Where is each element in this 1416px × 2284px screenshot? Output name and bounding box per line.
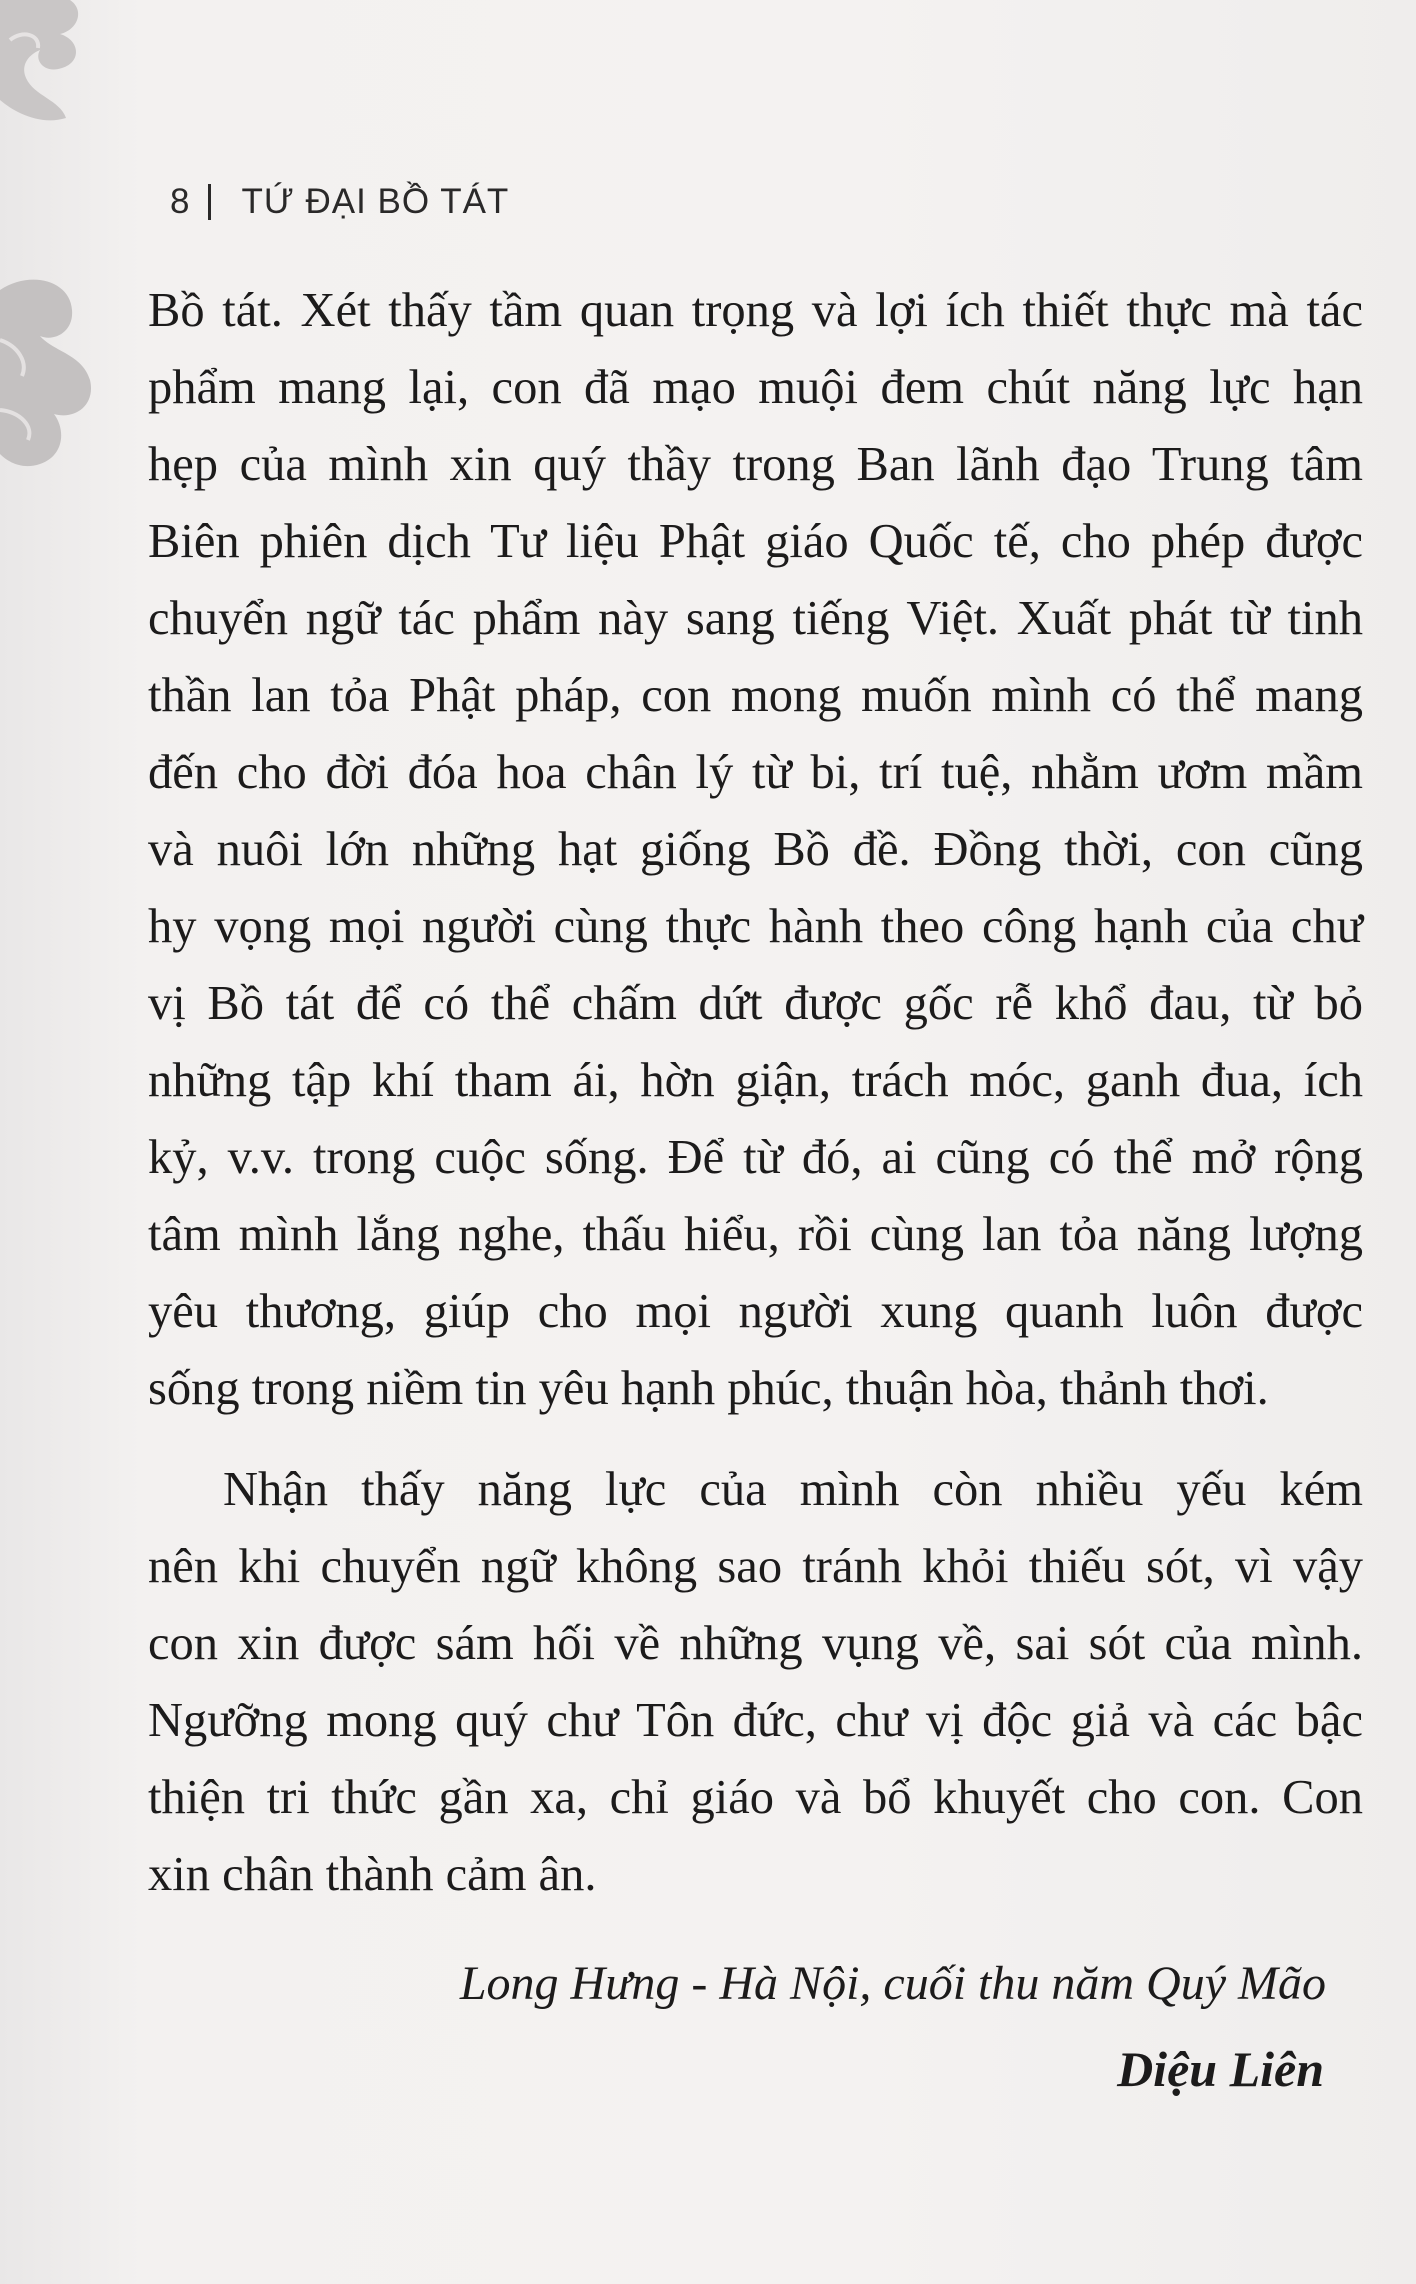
text-line: Biên phiên dịch Tư liệu Phật giáo Quốc tế, cho phép được — [148, 515, 1363, 568]
text-line: Ngưỡng mong quý chư Tôn đức, chư vị độc giả và các bậc — [148, 1694, 1363, 1747]
text-line: con xin được sám hối về những vụng về, sai sót của mình. — [148, 1617, 1363, 1670]
page-number: 8 — [170, 182, 191, 221]
signature: Diệu Liên — [1117, 2041, 1324, 2097]
text-line: hẹp của mình xin quý thầy trong Ban lãnh đạo Trung tâm — [148, 438, 1363, 491]
running-header — [170, 172, 509, 232]
text-line: đến cho đời đóa hoa chân lý từ bi, trí tuệ, nhằm ươm mầm — [148, 746, 1363, 799]
body-text — [148, 272, 1363, 1913]
dateline: Long Hưng - Hà Nội, cuối thu năm Quý Mão — [459, 1957, 1326, 2010]
book-title: TỨ ĐẠI BỒ TÁT — [241, 182, 510, 221]
text-line: tâm mình lắng nghe, thấu hiểu, rồi cùng lan tỏa năng lượng — [148, 1208, 1363, 1261]
text-line: kỷ, v.v. trong cuộc sống. Để từ đó, ai cũng có thể mở rộng — [148, 1131, 1363, 1184]
text-line: yêu thương, giúp cho mọi người xung quanh luôn được — [148, 1285, 1363, 1338]
text-line: sống trong niềm tin yêu hạnh phúc, thuận hòa, thảnh thơi. — [148, 1362, 1269, 1415]
text-line: chuyển ngữ tác phẩm này sang tiếng Việt. Xuất phát từ tinh — [148, 592, 1363, 645]
cloud-ornament-icon — [0, 0, 110, 130]
text-line: thần lan tỏa Phật pháp, con mong muốn mình có thể mang — [148, 669, 1363, 722]
text-line: phẩm mang lại, con đã mạo muội đem chút năng lực hạn — [148, 361, 1363, 414]
header-separator — [208, 184, 211, 220]
paragraph-1 — [148, 272, 1363, 1427]
paragraph-gap — [148, 1427, 1363, 1451]
text-line: thiện tri thức gần xa, chỉ giáo và bổ khuyết cho con. Con — [148, 1771, 1363, 1824]
text-line: nên khi chuyển ngữ không sao tránh khỏi thiếu sót, vì vậy — [148, 1540, 1363, 1593]
text-line: hy vọng mọi người cùng thực hành theo công hạnh của chư — [148, 900, 1363, 953]
text-line: và nuôi lớn những hạt giống Bồ đề. Đồng thời, con cũng — [148, 823, 1363, 876]
cloud-ornament-icon — [0, 270, 100, 510]
text-line: Nhận thấy năng lực của mình còn nhiều yếu kém — [223, 1463, 1363, 1516]
text-line: xin chân thành cảm ân. — [148, 1848, 597, 1901]
text-line: vị Bồ tát để có thể chấm dứt được gốc rễ khổ đau, từ bỏ — [148, 977, 1363, 1030]
text-line: những tập khí tham ái, hờn giận, trách móc, ganh đua, ích — [148, 1054, 1363, 1107]
paragraph-2 — [148, 1451, 1363, 1913]
text-line: Bồ tát. Xét thấy tầm quan trọng và lợi ích thiết thực mà tác — [148, 284, 1363, 337]
